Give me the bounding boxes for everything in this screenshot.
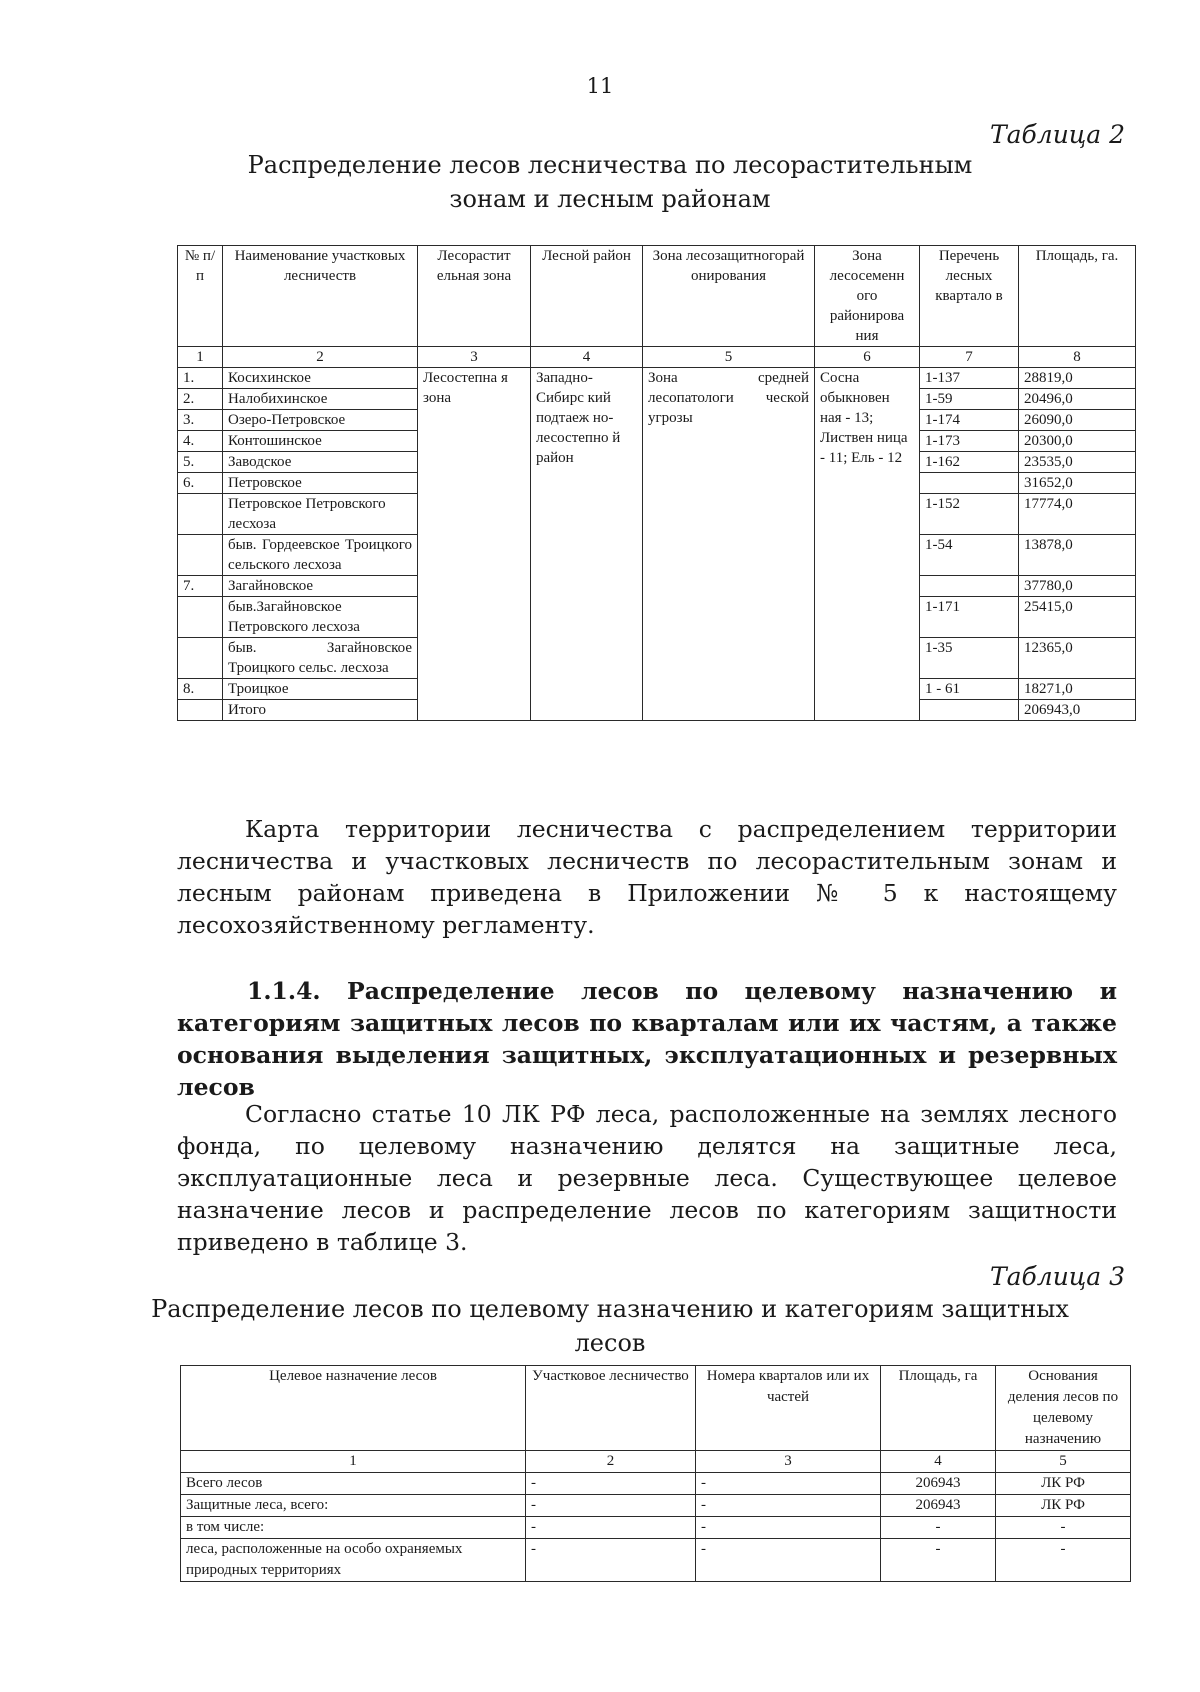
- page-number: 11: [586, 74, 614, 98]
- area-cell: 12365,0: [1019, 638, 1136, 679]
- row-number: [178, 700, 223, 721]
- table3-column-number: 5: [996, 1451, 1131, 1473]
- forestry-name: Заводское: [223, 452, 418, 473]
- table-row: [181, 1495, 1131, 1517]
- row-number: 3.: [178, 410, 223, 431]
- paragraph-purpose: Согласно статье 10 ЛК РФ леса, расположенные на землях лесного фонда, по целевому назначению делятся на защитные леса, эксплуатационные леса и резервные леса. Существующее целевое назначение лесов и распределение лесов по категориям защитности приведено в таблице 3.: [177, 1100, 1117, 1256]
- row-number: [178, 597, 223, 638]
- protection-zone-cell: Зона средней лесопатологи ческой угрозы: [643, 368, 815, 721]
- table3-column-number: 1: [181, 1451, 526, 1473]
- area-cell: 37780,0: [1019, 576, 1136, 597]
- row-number: [178, 535, 223, 576]
- area-cell: 206943: [881, 1495, 996, 1517]
- table2-column-number: 6: [815, 347, 920, 368]
- area-cell: 25415,0: [1019, 597, 1136, 638]
- row-number: 8.: [178, 679, 223, 700]
- section-heading: 1.1.4. Распределение лесов по целевому назначению и категориям защитных лесов по кварталам или их частям, а также основания выделения защитных, эксплуатационных и резервных лесов: [177, 977, 1117, 1101]
- forestry-name: Загайновское: [223, 576, 418, 597]
- area-cell: 13878,0: [1019, 535, 1136, 576]
- purpose-cell: Всего лесов: [181, 1473, 526, 1495]
- table2-column-number: 2: [223, 347, 418, 368]
- table2-header-cell: Лесорастит ельная зона: [418, 246, 531, 347]
- table3-column-numbers-row: [181, 1451, 1131, 1473]
- quarters-cell: 1-35: [920, 638, 1019, 679]
- table2-header-cell: № п/ п: [178, 246, 223, 347]
- area-cell: 28819,0: [1019, 368, 1136, 389]
- forestry-name: Итого: [223, 700, 418, 721]
- area-cell: 18271,0: [1019, 679, 1136, 700]
- table-row: [178, 368, 1136, 389]
- table-row: [181, 1473, 1131, 1495]
- table2-column-number: 1: [178, 347, 223, 368]
- area-cell: 26090,0: [1019, 410, 1136, 431]
- paragraph-map: Карта территории лесничества с распределением территории лесничества и участковых лесничеств по лесорастительным зонам и лесным районам приведена в Приложении № 5 к настоящему лесохозяйственному регламенту.: [177, 815, 1117, 939]
- forestry-cell: -: [526, 1539, 696, 1582]
- forestry-name: Озеро-Петровское: [223, 410, 418, 431]
- table2-header-cell: Перечень лесных квартало в: [920, 246, 1019, 347]
- basis-cell: ЛК РФ: [996, 1473, 1131, 1495]
- table3-column-number: 3: [696, 1451, 881, 1473]
- table2-label: Таблица 2: [989, 120, 1125, 149]
- basis-cell: -: [996, 1517, 1131, 1539]
- forestry-name: Троицкое: [223, 679, 418, 700]
- table2-column-number: 8: [1019, 347, 1136, 368]
- forestry-cell: -: [526, 1495, 696, 1517]
- quarters-cell: [920, 473, 1019, 494]
- forestry-name: Косихинское: [223, 368, 418, 389]
- row-number: 6.: [178, 473, 223, 494]
- table3-column-number: 4: [881, 1451, 996, 1473]
- quarters-cell: 1-137: [920, 368, 1019, 389]
- table3-header-cell: Участковое лесничество: [526, 1366, 696, 1451]
- quarters-cell: 1-59: [920, 389, 1019, 410]
- quarters-cell: 1-174: [920, 410, 1019, 431]
- table3: [180, 1365, 1131, 1582]
- forest-district-cell: Западно-Сибирс кий подтаеж но-лесостепно й район: [531, 368, 643, 721]
- forestry-name: Петровское: [223, 473, 418, 494]
- forestry-name: быв.Загайновское Петровского лесхоза: [223, 597, 418, 638]
- table3-header-cell: Основания деления лесов по целевому назначению: [996, 1366, 1131, 1451]
- table2: [177, 245, 1136, 721]
- table2-title-line1: Распределение лесов лесничества по лесорастительным: [247, 151, 973, 179]
- table2-header-cell: Зона лесосеменн ого районирова ния: [815, 246, 920, 347]
- table2-column-numbers-row: [178, 347, 1136, 368]
- table3-label: Таблица 3: [989, 1262, 1125, 1291]
- quarters-cell: 1-173: [920, 431, 1019, 452]
- purpose-cell: леса, расположенные на особо охраняемых природных территориях: [181, 1539, 526, 1582]
- row-number: 7.: [178, 576, 223, 597]
- area-cell: 20496,0: [1019, 389, 1136, 410]
- table2-header-cell: Зона лесозащитногорай онирования: [643, 246, 815, 347]
- purpose-cell: Защитные леса, всего:: [181, 1495, 526, 1517]
- quarters-cell: 1-152: [920, 494, 1019, 535]
- quarters-cell: 1-162: [920, 452, 1019, 473]
- forestry-cell: -: [526, 1473, 696, 1495]
- row-number: 5.: [178, 452, 223, 473]
- row-number: 2.: [178, 389, 223, 410]
- purpose-cell: в том числе:: [181, 1517, 526, 1539]
- table3-header-row: [181, 1366, 1131, 1451]
- area-cell: -: [881, 1539, 996, 1582]
- table2-column-number: 7: [920, 347, 1019, 368]
- row-number: 1.: [178, 368, 223, 389]
- area-cell: 206943: [881, 1473, 996, 1495]
- quarters-cell: [920, 700, 1019, 721]
- table2-column-number: 5: [643, 347, 815, 368]
- quarters-cell: -: [696, 1539, 881, 1582]
- table-row: [181, 1517, 1131, 1539]
- table2-title-line2: зонам и лесным районам: [449, 185, 771, 213]
- table2-header-row: [178, 246, 1136, 347]
- area-cell: -: [881, 1517, 996, 1539]
- basis-cell: -: [996, 1539, 1131, 1582]
- row-number: [178, 494, 223, 535]
- quarters-cell: 1-171: [920, 597, 1019, 638]
- table2-header-cell: Площадь, га.: [1019, 246, 1136, 347]
- table2-title: [160, 148, 1060, 216]
- forestry-cell: -: [526, 1517, 696, 1539]
- area-cell: 206943,0: [1019, 700, 1136, 721]
- row-number: 4.: [178, 431, 223, 452]
- table-row: [181, 1539, 1131, 1582]
- area-cell: 17774,0: [1019, 494, 1136, 535]
- row-number: [178, 638, 223, 679]
- table2-header-cell: Лесной район: [531, 246, 643, 347]
- area-cell: 20300,0: [1019, 431, 1136, 452]
- table3-header-cell: Площадь, га: [881, 1366, 996, 1451]
- area-cell: 31652,0: [1019, 473, 1136, 494]
- quarters-cell: [920, 576, 1019, 597]
- table2-header-cell: Наименование участковых лесничеств: [223, 246, 418, 347]
- table2-column-number: 3: [418, 347, 531, 368]
- seed-zone-cell: Сосна обыкновен ная - 13; Листвен ница - 11; Ель - 12: [815, 368, 920, 721]
- table3-column-number: 2: [526, 1451, 696, 1473]
- quarters-cell: 1-54: [920, 535, 1019, 576]
- basis-cell: ЛК РФ: [996, 1495, 1131, 1517]
- table3-header-cell: Номера кварталов или их частей: [696, 1366, 881, 1451]
- area-cell: 23535,0: [1019, 452, 1136, 473]
- forestry-name: быв. Гордеевское Троицкого сельского лесхоза: [223, 535, 418, 576]
- quarters-cell: 1 - 61: [920, 679, 1019, 700]
- forestry-name: Петровское Петровского лесхоза: [223, 494, 418, 535]
- quarters-cell: -: [696, 1517, 881, 1539]
- forestry-name: Контошинское: [223, 431, 418, 452]
- table3-header-cell: Целевое назначение лесов: [181, 1366, 526, 1451]
- forestry-name: быв. Загайновское Троицкого сельс. лесхоза: [223, 638, 418, 679]
- quarters-cell: -: [696, 1473, 881, 1495]
- quarters-cell: -: [696, 1495, 881, 1517]
- table3-title: Распределение лесов по целевому назначению и категориям защитных лесов: [151, 1295, 1069, 1357]
- forestry-name: Налобихинское: [223, 389, 418, 410]
- vegetation-zone-cell: Лесостепна я зона: [418, 368, 531, 721]
- table2-column-number: 4: [531, 347, 643, 368]
